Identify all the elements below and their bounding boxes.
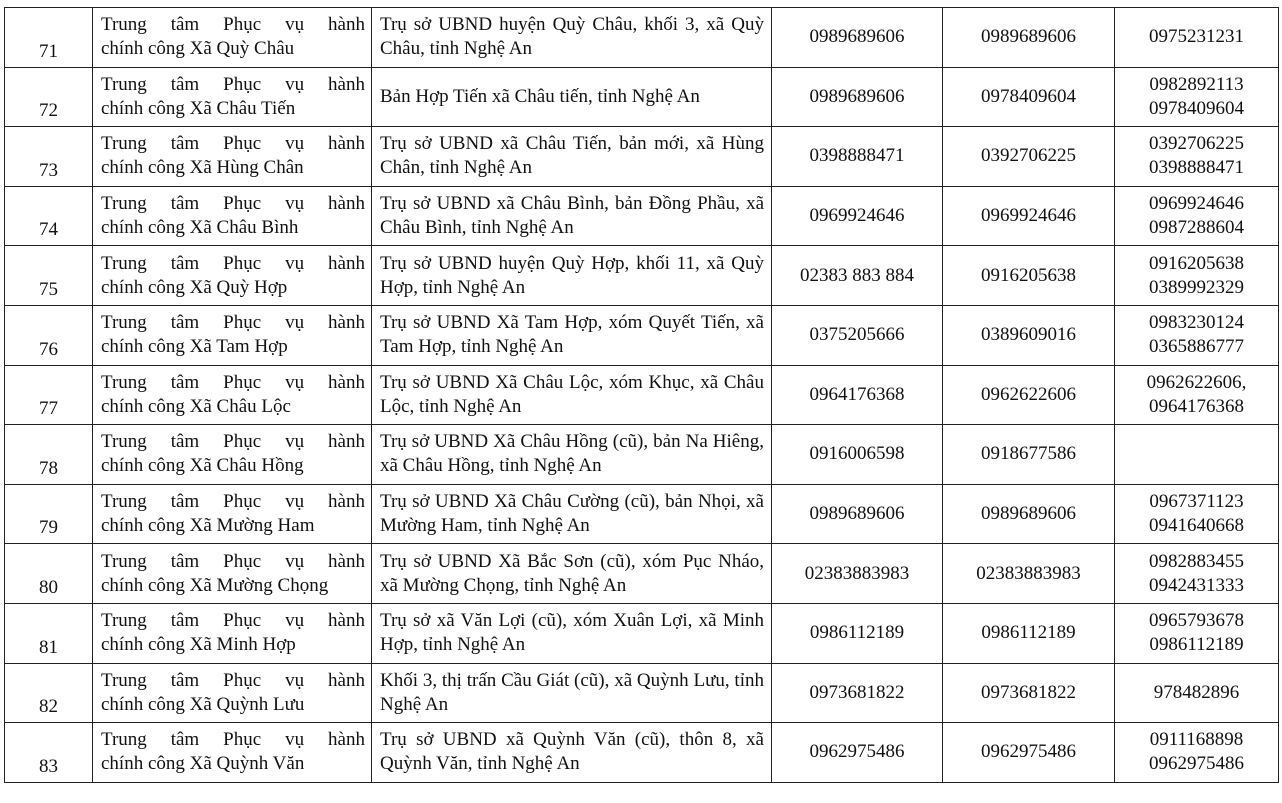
phone-3-line1: 0982883455 (1149, 550, 1244, 572)
row-number: 80 (5, 544, 93, 604)
center-address: Khối 3, thị trấn Cầu Giát (cũ), xã Quỳnh Lưu, tỉnh Nghệ An (372, 663, 772, 723)
phone-2: 0916205638 (943, 246, 1115, 306)
phone-2: 02383883983 (943, 544, 1115, 604)
center-name-line1: Trung tâm Phục vụ hành (101, 371, 365, 393)
phone-2: 0986112189 (943, 603, 1115, 663)
row-number: 82 (5, 663, 93, 723)
row-number: 74 (5, 186, 93, 246)
phone-1: 0969924646 (772, 186, 943, 246)
phone-3 (1115, 305, 1279, 365)
phone-2: 0969924646 (943, 186, 1115, 246)
table-row (5, 305, 1279, 365)
phone-2: 0989689606 (943, 484, 1115, 544)
table-body (5, 8, 1279, 783)
phone-2: 0392706225 (943, 127, 1115, 187)
center-name (93, 484, 372, 544)
center-address: Trụ sở UBND huyện Quỳ Châu, khối 3, xã Quỳ Châu, tỉnh Nghệ An (372, 8, 772, 68)
center-name (93, 127, 372, 187)
phone-3-line1: 0967371123 (1149, 491, 1244, 513)
center-name (93, 544, 372, 604)
phone-3-line2: 0365886777 (1149, 336, 1244, 358)
phone-3-line1: 0392706225 (1149, 133, 1244, 155)
center-name-line2: chính công Xã Châu Bình (101, 217, 299, 239)
center-name-line2: chính công Xã Quỳnh Lưu (101, 693, 305, 715)
phone-3-line2: 0389992329 (1149, 276, 1244, 298)
row-number: 81 (5, 603, 93, 663)
table-row (5, 67, 1279, 127)
phone-3 (1115, 663, 1279, 723)
phone-3-line2: 0398888471 (1149, 157, 1244, 179)
phone-3-line1: 978482896 (1153, 681, 1240, 703)
table-row (5, 365, 1279, 425)
phone-2: 0989689606 (943, 8, 1115, 68)
row-number: 79 (5, 484, 93, 544)
center-address: Trụ sở UBND Xã Tam Hợp, xóm Quyết Tiến, xã Tam Hợp, tỉnh Nghệ An (372, 305, 772, 365)
table-row (5, 484, 1279, 544)
table-row (5, 186, 1279, 246)
service-centers-table (4, 7, 1279, 783)
phone-3-line1: 0982892113 (1149, 73, 1244, 95)
row-number: 77 (5, 365, 93, 425)
phone-3-line1: 0969924646 (1149, 193, 1244, 215)
center-name-line2: chính công Xã Mường Ham (101, 515, 315, 537)
center-name (93, 246, 372, 306)
phone-3-line1: 0962622606, (1146, 371, 1247, 393)
center-name-line2: chính công Xã Minh Hợp (101, 634, 296, 656)
center-address: Trụ sở UBND xã Châu Tiến, bản mới, xã Hùng Chân, tỉnh Nghệ An (372, 127, 772, 187)
phone-3 (1115, 365, 1279, 425)
phone-2: 0918677586 (943, 425, 1115, 485)
phone-2: 0389609016 (943, 305, 1115, 365)
phone-3-line1: 0916205638 (1149, 252, 1244, 274)
phone-3-line1: 0983230124 (1149, 312, 1244, 334)
center-name-line2: chính công Xã Châu Lộc (101, 395, 291, 417)
center-name (93, 663, 372, 723)
phone-3-line1: 0911168898 (1149, 729, 1244, 751)
table-row (5, 544, 1279, 604)
phone-3 (1115, 186, 1279, 246)
phone-3 (1115, 544, 1279, 604)
center-name-line1: Trung tâm Phục vụ hành (101, 669, 365, 691)
phone-2: 0978409604 (943, 67, 1115, 127)
table-row (5, 246, 1279, 306)
phone-3-line2: 0941640668 (1149, 515, 1244, 537)
phone-3-line2: 0964176368 (1149, 395, 1244, 417)
phone-1: 0989689606 (772, 67, 943, 127)
phone-2: 0973681822 (943, 663, 1115, 723)
phone-3-line2: 0942431333 (1149, 574, 1244, 596)
center-name-line1: Trung tâm Phục vụ hành (101, 491, 365, 513)
center-name-line2: chính công Xã Châu Hồng (101, 455, 304, 477)
phone-3-line2: 0986112189 (1149, 634, 1244, 656)
phone-3-line1: 0965793678 (1149, 610, 1244, 632)
center-name-line1: Trung tâm Phục vụ hành (101, 193, 365, 215)
phone-3 (1115, 8, 1279, 68)
table-row (5, 425, 1279, 485)
phone-3-line2: 0987288604 (1149, 217, 1244, 239)
phone-1: 0375205666 (772, 305, 943, 365)
phone-3 (1115, 723, 1279, 783)
row-number: 75 (5, 246, 93, 306)
center-address: Trụ sở xã Văn Lợi (cũ), xóm Xuân Lợi, xã Minh Hợp, tỉnh Nghệ An (372, 603, 772, 663)
center-name-line2: chính công Xã Châu Tiến (101, 97, 296, 119)
center-name (93, 425, 372, 485)
center-name-line1: Trung tâm Phục vụ hành (101, 312, 365, 334)
phone-3-line2: 0962975486 (1149, 753, 1244, 775)
row-number: 76 (5, 305, 93, 365)
center-name (93, 365, 372, 425)
phone-3 (1115, 484, 1279, 544)
center-address: Trụ sở UBND Xã Châu Lộc, xóm Khục, xã Châu Lộc, tỉnh Nghệ An (372, 365, 772, 425)
row-number: 71 (5, 8, 93, 68)
center-name-line1: Trung tâm Phục vụ hành (101, 73, 365, 95)
center-name-line2: chính công Xã Quỳ Châu (101, 38, 295, 60)
center-name-line1: Trung tâm Phục vụ hành (101, 431, 365, 453)
phone-3-line1: 0975231231 (1149, 26, 1244, 48)
center-address: Trụ sở UBND Xã Châu Cường (cũ), bản Nhọi, xã Mường Ham, tỉnh Nghệ An (372, 484, 772, 544)
center-name-line1: Trung tâm Phục vụ hành (101, 729, 365, 751)
center-name-line1: Trung tâm Phục vụ hành (101, 610, 365, 632)
phone-1: 02383 883 884 (772, 246, 943, 306)
phone-1: 0986112189 (772, 603, 943, 663)
phone-3 (1115, 127, 1279, 187)
center-address: Trụ sở UBND Xã Bắc Sơn (cũ), xóm Pục Nháo, xã Mường Chọng, tỉnh Nghệ An (372, 544, 772, 604)
phone-3 (1115, 67, 1279, 127)
phone-2: 0962975486 (943, 723, 1115, 783)
phone-3 (1115, 603, 1279, 663)
row-number: 72 (5, 67, 93, 127)
center-name-line1: Trung tâm Phục vụ hành (101, 550, 365, 572)
center-address: Trụ sở UBND xã Quỳnh Văn (cũ), thôn 8, xã Quỳnh Văn, tỉnh Nghệ An (372, 723, 772, 783)
center-name (93, 67, 372, 127)
center-name-line2: chính công Xã Mường Chọng (101, 574, 329, 596)
center-name (93, 603, 372, 663)
center-name-line2: chính công Xã Quỳnh Văn (101, 753, 305, 775)
center-name (93, 723, 372, 783)
center-name-line1: Trung tâm Phục vụ hành (101, 14, 365, 36)
row-number: 78 (5, 425, 93, 485)
center-name (93, 8, 372, 68)
phone-1: 02383883983 (772, 544, 943, 604)
center-name-line2: chính công Xã Hùng Chân (101, 157, 304, 179)
center-name (93, 305, 372, 365)
center-address: Trụ sở UBND huyện Quỳ Hợp, khối 11, xã Quỳ Hợp, tỉnh Nghệ An (372, 246, 772, 306)
center-address: Bản Hợp Tiến xã Châu tiến, tỉnh Nghệ An (372, 67, 772, 127)
phone-1: 0989689606 (772, 484, 943, 544)
center-name (93, 186, 372, 246)
center-address: Trụ sở UBND Xã Châu Hồng (cũ), bản Na Hiêng, xã Châu Hồng, tỉnh Nghệ An (372, 425, 772, 485)
phone-3-line2: 0978409604 (1149, 97, 1244, 119)
table-row (5, 603, 1279, 663)
row-number: 83 (5, 723, 93, 783)
phone-1: 0916006598 (772, 425, 943, 485)
phone-1: 0962975486 (772, 723, 943, 783)
center-address: Trụ sở UBND xã Châu Bình, bản Đồng Phầu, xã Châu Bình, tỉnh Nghệ An (372, 186, 772, 246)
table-row (5, 127, 1279, 187)
phone-1: 0973681822 (772, 663, 943, 723)
table-row (5, 8, 1279, 68)
phone-1: 0964176368 (772, 365, 943, 425)
phone-3 (1115, 246, 1279, 306)
row-number: 73 (5, 127, 93, 187)
center-name-line2: chính công Xã Tam Hợp (101, 336, 288, 358)
table-row (5, 723, 1279, 783)
phone-3 (1115, 425, 1279, 485)
phone-1: 0989689606 (772, 8, 943, 68)
table-row (5, 663, 1279, 723)
phone-1: 0398888471 (772, 127, 943, 187)
center-name-line1: Trung tâm Phục vụ hành (101, 133, 365, 155)
center-name-line1: Trung tâm Phục vụ hành (101, 252, 365, 274)
phone-2: 0962622606 (943, 365, 1115, 425)
center-name-line2: chính công Xã Quỳ Hợp (101, 276, 288, 298)
